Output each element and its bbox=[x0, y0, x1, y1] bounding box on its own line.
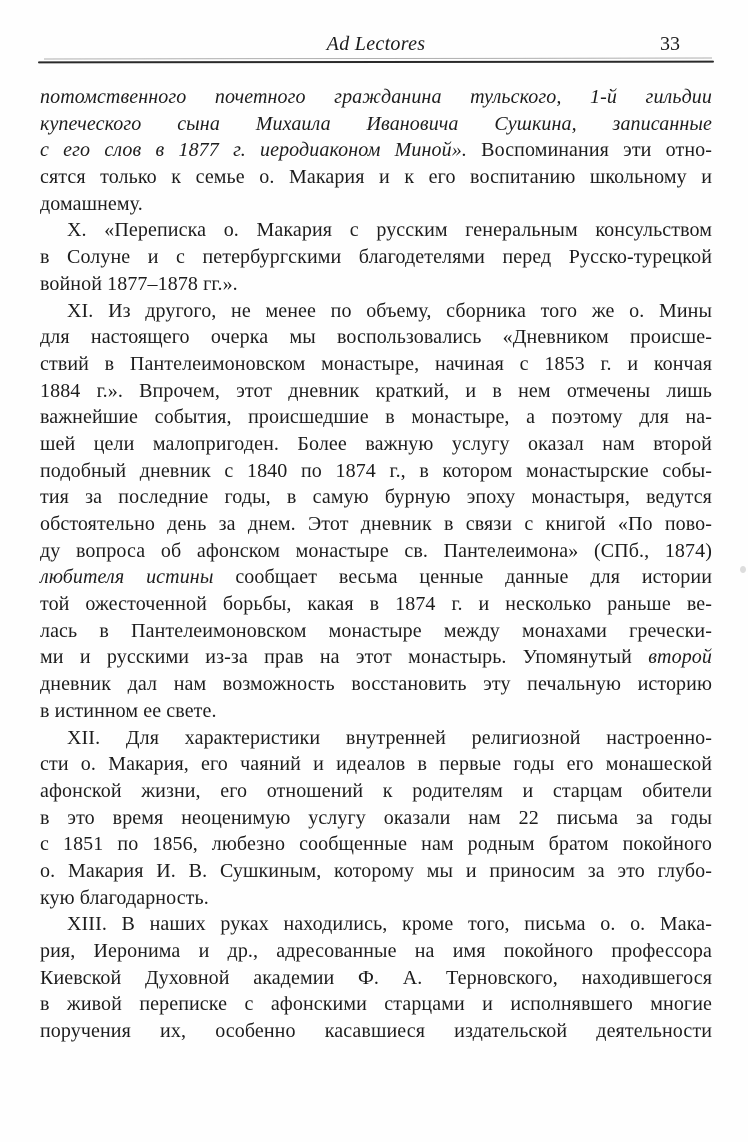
body-text: важнейшие события, происшедшие в монастыре, а поэтому для на- bbox=[40, 406, 712, 429]
text-line bbox=[40, 458, 712, 485]
body-text: для настоящего очерка мы воспользовались «Дневником происше- bbox=[40, 326, 712, 349]
text-line bbox=[40, 911, 712, 938]
text-line bbox=[40, 538, 712, 565]
body-text: обстоятельно день за днем. Этот дневник в связи с книгой «По пово- bbox=[40, 513, 712, 535]
text-line bbox=[40, 511, 712, 538]
text-line bbox=[40, 698, 712, 725]
text-line bbox=[40, 164, 712, 191]
body-text: ми и русскими из-за прав на этот монастырь. Упомянутый bbox=[40, 646, 649, 669]
text-line bbox=[40, 938, 712, 965]
text-line bbox=[40, 484, 712, 511]
body-text: афонской жизни, его отношений к родителям и старцам обители bbox=[40, 779, 712, 802]
body-text: лась в Пантелеимоновском монастыре между монахами гречески- bbox=[40, 619, 712, 642]
text-line bbox=[40, 564, 712, 591]
text-line bbox=[40, 885, 712, 912]
page-number: 33 bbox=[660, 33, 680, 55]
body-text: в это время неоценимую услугу оказали нам 22 письма за годы bbox=[40, 806, 712, 829]
text-line bbox=[40, 644, 712, 671]
body-text: поручения их, особенно касавшиеся издательской деятельности bbox=[40, 1020, 712, 1043]
body-text: ствий в Пантелеимоновском монастыре, начиная с 1853 г. и кончая bbox=[40, 352, 712, 375]
body-text: подобный дневник с 1840 по 1874 г., в котором монастырские собы- bbox=[40, 459, 712, 482]
body-text: X. «Переписка о. Макария с русским генеральным консульством bbox=[67, 219, 712, 242]
text-line bbox=[40, 324, 712, 351]
body-text: о. Макария И. В. Сушкиным, которому мы и приносим за это глубо- bbox=[40, 859, 712, 882]
text-line bbox=[40, 378, 712, 405]
body-text: в живой переписке с афонскими старцами и исполнявшего многие bbox=[40, 993, 712, 1016]
text-line bbox=[40, 751, 712, 778]
italic-text: с его слов в 1877 г. иеродиаконом Миной». bbox=[40, 139, 467, 162]
body-text: ду вопроса об афонском монастыре св. Пантелеимона» (СПб., 1874) bbox=[40, 539, 712, 562]
body-text: кую благодарность. bbox=[40, 886, 209, 909]
text-line bbox=[40, 244, 712, 271]
running-title: Ad Lectores bbox=[326, 33, 426, 55]
body-text: той ожесточенной борьбы, какая в 1874 г. и несколько раньше ве- bbox=[40, 593, 712, 616]
text-line bbox=[40, 137, 712, 164]
text-line bbox=[40, 431, 712, 458]
body-text: в истинном ее свете. bbox=[40, 699, 217, 722]
body-text: сятся только к семье о. Макария и к его воспитанию школьному и bbox=[40, 166, 712, 189]
body-text: с 1851 по 1856, любезно сообщенные нам родным братом покойного bbox=[40, 833, 712, 856]
italic-text: купеческого сына Михаила Ивановича Сушкина, записанные bbox=[40, 112, 712, 135]
body-text: Киевской Духовной академии Ф. А. Терновского, находившегося bbox=[40, 966, 712, 989]
header-rule bbox=[38, 58, 714, 64]
text-line bbox=[40, 725, 712, 752]
text-line bbox=[40, 991, 712, 1018]
body-text: дневник дал нам возможность восстановить эту печальную историю bbox=[40, 673, 712, 696]
text-line bbox=[40, 217, 712, 244]
text-line bbox=[40, 351, 712, 378]
text-line bbox=[40, 1018, 712, 1045]
italic-text: любителя истины bbox=[40, 566, 214, 589]
body-text: шей цели малопригоден. Более важную услугу оказал нам второй bbox=[40, 432, 712, 455]
body-text: войной 1877–1878 гг.». bbox=[40, 272, 238, 295]
italic-text: потомственного почетного гражданина тульского, 1-й гильдии bbox=[40, 86, 712, 108]
text-line bbox=[40, 298, 712, 325]
body-text: сти о. Макария, его чаяний и идеалов в первые годы его монашеской bbox=[40, 753, 712, 776]
body-text: Воспоминания эти отно- bbox=[466, 139, 713, 162]
body-text: 1884 г.». Впрочем, этот дневник краткий, и в нем отмечены лишь bbox=[40, 379, 712, 402]
body-text: рия, Иеронима и др., адресованные на имя покойного профессора bbox=[40, 940, 712, 962]
paragraph bbox=[40, 217, 712, 297]
text-line bbox=[40, 618, 712, 645]
page-header bbox=[40, 33, 712, 59]
italic-text: второй bbox=[648, 646, 712, 669]
scan-speck bbox=[740, 566, 746, 573]
body-text: в Солуне и с петербургскими благодетелями перед Русско-турецкой bbox=[40, 246, 712, 269]
body-text: сообщает весьма ценные данные для истории bbox=[213, 566, 712, 589]
text-line bbox=[40, 671, 712, 698]
text-line bbox=[40, 805, 712, 832]
paragraph bbox=[40, 84, 712, 217]
text-line bbox=[40, 111, 712, 138]
body-text: XI. Из другого, не менее по объему, сборника того же о. Мины bbox=[67, 299, 712, 322]
body-text: XIII. В наших руках находились, кроме того, письма о. о. Мака- bbox=[67, 913, 712, 936]
body-text: домашнему. bbox=[40, 192, 143, 215]
body-text: XII. Для характеристики внутренней религиозной настроенно- bbox=[67, 726, 712, 749]
text-line bbox=[40, 965, 712, 992]
text-line bbox=[40, 271, 712, 298]
text-line bbox=[40, 84, 712, 111]
text-line bbox=[40, 831, 712, 858]
page-body bbox=[40, 84, 712, 1045]
text-line bbox=[40, 191, 712, 218]
body-text: тия за последние годы, в самую бурную эпоху монастыря, ведутся bbox=[40, 486, 712, 509]
paragraph bbox=[40, 725, 712, 912]
text-line bbox=[40, 591, 712, 618]
paragraph bbox=[40, 911, 712, 1044]
text-line bbox=[40, 858, 712, 885]
text-line bbox=[40, 778, 712, 805]
text-line bbox=[40, 404, 712, 431]
paragraph bbox=[40, 298, 712, 725]
